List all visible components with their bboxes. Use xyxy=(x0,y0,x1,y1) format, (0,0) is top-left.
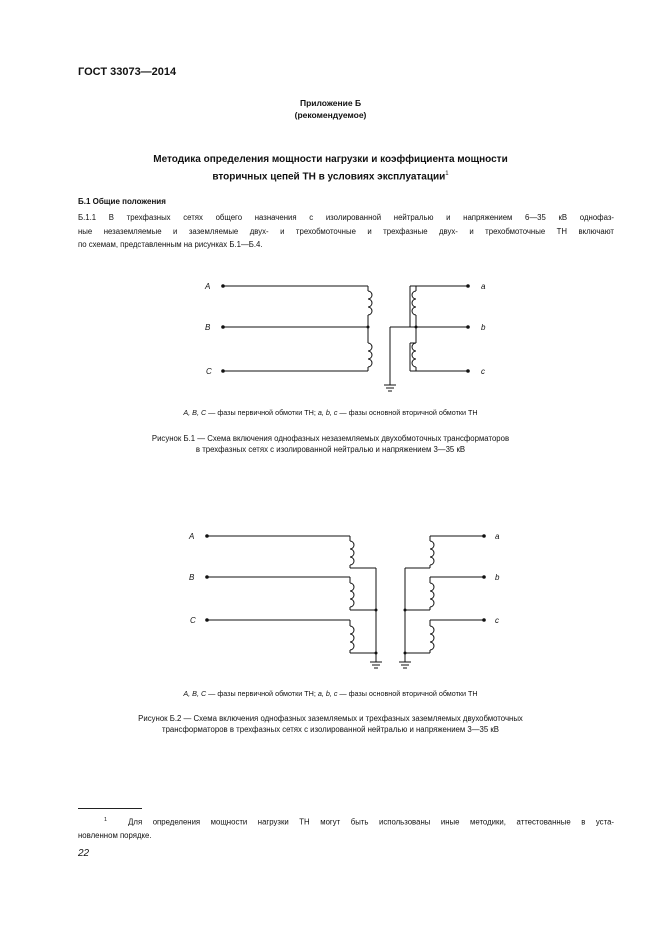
label-C: C xyxy=(206,367,212,376)
secondary-coil-1 xyxy=(412,291,416,315)
section-heading: Б.1 Общие положения xyxy=(78,197,166,206)
footnote-mark: 1 xyxy=(104,817,108,823)
svg-text:c: c xyxy=(495,616,499,625)
svg-text:C: C xyxy=(190,616,196,625)
label-c: c xyxy=(481,367,485,376)
title-line-2: вторичных цепей ТН в условиях эксплуатации$^1$ xyxy=(212,171,449,183)
footnote-line-1: $^1$ Для определения мощности нагрузки ТН могут быть использованы иные методики, аттестованные в уста- xyxy=(104,817,614,827)
footnote-ref: 1 xyxy=(445,171,449,177)
label-B: B xyxy=(205,323,211,332)
figure-2-caption xyxy=(0,713,661,735)
figure-1-caption xyxy=(0,433,661,455)
figure-2-legend: A, B, C — фазы первичной обмотки ТН; a, b, c — фазы основной вторичной обмотки ТН xyxy=(183,689,478,698)
label-A: A xyxy=(205,282,211,291)
figure-2-caption-line-1: Рисунок Б.2 — Схема включения однофазных заземляемых и трехфазных заземляемых двухобмоточных xyxy=(138,714,523,723)
appendix-label: Приложение Б xyxy=(299,98,362,108)
appendix-title xyxy=(0,153,661,184)
page-number: 22 xyxy=(78,848,90,859)
paragraph-line-2: ные незаземляемые и заземляемые двух- и трехобмоточные и трехфазные двух- и трехобмоточные ТН включают xyxy=(78,226,614,236)
title-line-1: Методика определения мощности нагрузки и коэффициента мощности xyxy=(153,154,508,165)
appendix-heading xyxy=(0,97,661,121)
svg-text:B: B xyxy=(189,573,195,582)
primary-coil-1 xyxy=(368,291,372,315)
figure-1-diagram xyxy=(0,270,661,400)
paragraph xyxy=(78,211,614,252)
footnote xyxy=(78,814,614,842)
primary-coil-2 xyxy=(368,343,372,367)
document-code: ГОСТ 33073—2014 xyxy=(78,66,177,78)
footnote-separator xyxy=(78,808,142,809)
label-a: a xyxy=(481,282,486,291)
paragraph-line-3: по схемам, представленным на рисунках Б.1—Б.4. xyxy=(78,240,263,249)
figure-1-legend: A, B, C — фазы первичной обмотки ТН; a, b, c — фазы основной вторичной обмотки ТН xyxy=(183,408,478,417)
secondary-coil-2 xyxy=(412,343,416,367)
svg-text:A: A xyxy=(189,532,195,541)
figure-1-caption-line-2: в трехфазных сетях с изолированной нейтралью и напряжением 3—35 кВ xyxy=(195,445,466,454)
appendix-status: (рекомендуемое) xyxy=(294,110,367,120)
figure-1-caption-line-1: Рисунок Б.1 — Схема включения однофазных незаземляемых двухобмоточных трансформаторов xyxy=(151,434,510,443)
label-b: b xyxy=(481,323,486,332)
figure-2-caption-line-2: трансформаторов в трехфазных сетях с изолированной нейтралью и напряжением 3—35 кВ xyxy=(162,725,499,734)
figure-2-diagram xyxy=(0,520,661,680)
svg-text:b: b xyxy=(495,573,500,582)
svg-text:a: a xyxy=(495,532,500,541)
footnote-line-2: новленном порядке. xyxy=(78,830,152,840)
paragraph-line-1: Б.1.1 В трехфазных сетях общего назначения с изолированной нейтралью и напряжением 6—35 кВ однофаз- xyxy=(78,213,614,222)
